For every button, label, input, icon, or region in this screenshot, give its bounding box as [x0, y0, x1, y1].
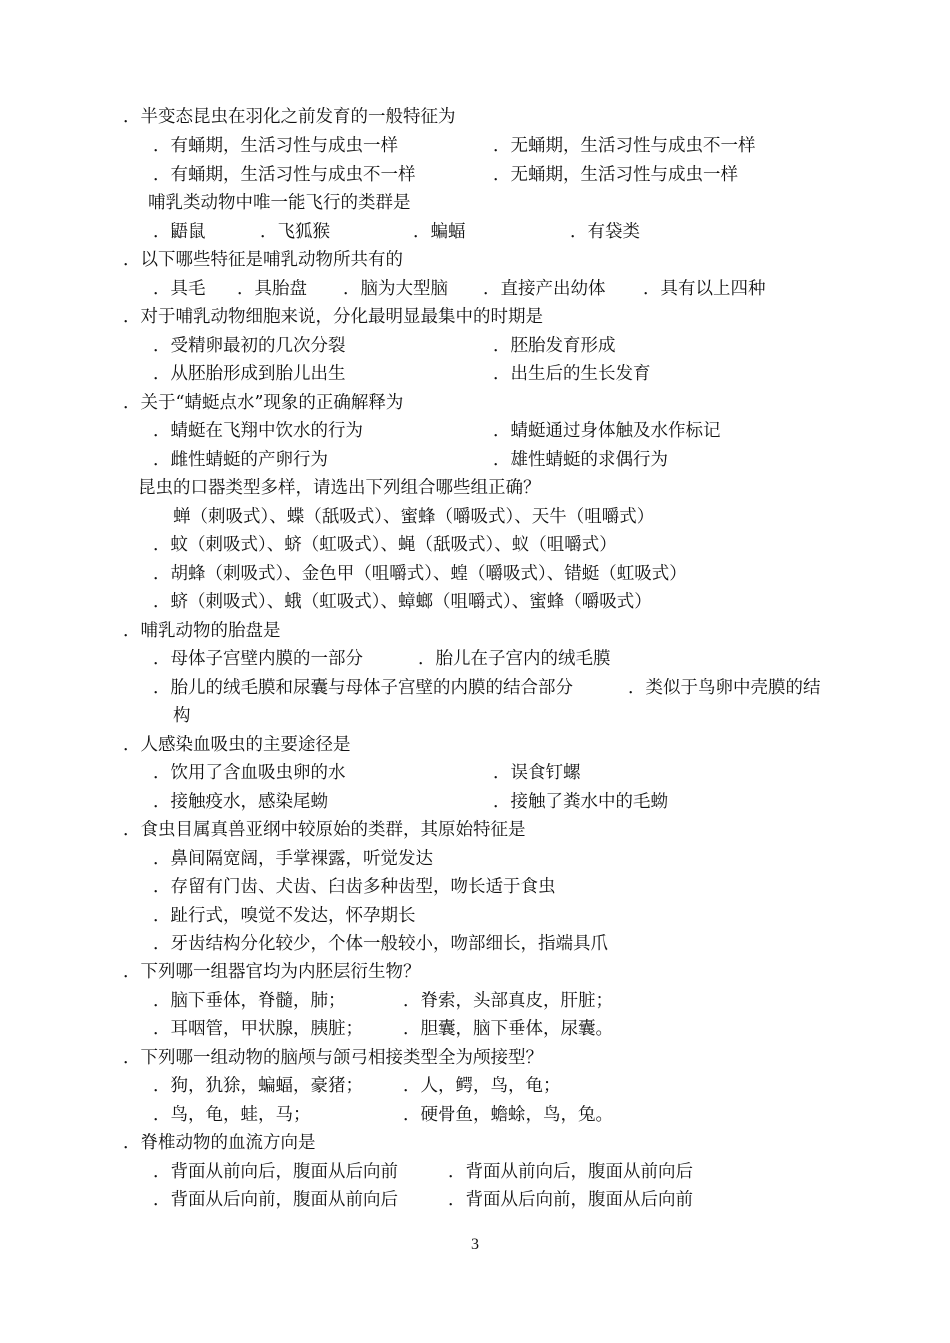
option: ．具胎盘: [237, 279, 307, 299]
option: ．雌性蜻蜓的产卵行为: [153, 450, 328, 470]
option: ．胆囊，脑下垂体，尿囊。: [403, 1019, 613, 1039]
option: ．蜻蜓通过身体触及水作标记: [493, 421, 721, 441]
option: ．具有以上四种: [643, 279, 766, 299]
option: ．人，鳄，鸟，龟；: [403, 1076, 561, 1096]
option: ．母体子宫壁内膜的一部分: [153, 649, 363, 669]
option: ．受精卵最初的几次分裂: [153, 336, 346, 356]
option: ．类似于鸟卵中壳膜的结: [628, 678, 821, 698]
document-page: ．半变态昆虫在羽化之前发育的一般特征为 ．有蛹期，生活习性与成虫一样 ．无蛹期，生活习性与成虫不一样 ．有蛹期，生活习性与成虫不一样 ．无蛹期，生活习性与成虫一样 哺乳类动物中唯一能飞行的类群是 ．鼯鼠 ．飞狐猴 ．蝙蝠 ．有袋类 ．以下哪些特征是哺乳动物所共有的 ．具毛 ．具胎盘 ．脑为大型脑 ．直接产出幼体 ．具有以上四种 ．对于哺乳动物细胞来说，分化最明显最集中的时期是 ．受精卵最初的几次分裂 ．胚胎发育形成 ．从胚胎形成到胎儿出生 ．出生后的生长发育 ．关于“蜻蜓点水”现象的正确解释为 ．蜻蜓在飞翔中饮水的行为 ．蜻蜓通过身体触及水作标记 ．雌性蜻蜓的产卵行为 ．雄性蜻蜓的求偶行为 昆虫的口器类型多样，请选出下列组合哪些组正确？ 蝉（刺吸式）、蝶（舐吸式）、蜜蜂（嚼吸式）、天牛（咀嚼式） ．蚊（刺吸式）、蛴（虹吸式）、蝇（舐吸式）、蚁（咀嚼式） ．胡蜂（刺吸式）、金色甲（咀嚼式）、蝗（嚼吸式）、错蜓（虹吸式） ．蛴（刺吸式）、蛾（虹吸式）、蟑螂（咀嚼式）、蜜蜂（嚼吸式） ．哺乳动物的胎盘是 ．母体子宫壁内膜的一部分 ．胎儿在子宫内的绒毛膜 ．胎儿的绒毛膜和尿囊与母体子宫壁的内膜的结合部分 ．类似于鸟卵中壳膜的结 构 ．人感染血吸虫的主要途径是 ．饮用了含血吸虫卵的水 ．误食钉螺 ．接触疫水，感染尾蚴 ．接触了粪水中的毛蚴 ．食虫目属真兽亚纲中较原始的类群，其原始特征是 ．鼻间隔宽阔，手掌裸露，听觉发达 ．存留有门齿、犬齿、臼齿多种齿型，吻长适于食虫 ．趾行式，嗅觉不发达，怀孕期长 ．牙齿结构分化较少，个体一般较小，吻部细长，指端具爪 ．下列哪一组器官均为内胚层衍生物？ ．脑下垂体，脊髓，肺； ．脊索，头部真皮，肝脏； ．耳咽管，甲状腺，胰脏； ．胆囊，脑下垂体，尿囊。 ．下列哪一组动物的脑颅与颌弓相接类型全为颅接型？ ．狗，犰狳，蝙蝠，豪猪； ．人，鳄，鸟，龟； ．鸟，龟，蛙，马； ．硬骨鱼，蟾蜍，鸟，兔。 ．脊椎动物的血流方向是 ．背面从前向后，腹面从后向前 ．背面从前向后，腹面从前向后 ．背面从后向前，腹面从前向后 ．背面从后向前，腹面从后向前 3: [0, 0, 950, 1343]
option: ．蛴（刺吸式）、蛾（虹吸式）、蟑螂（咀嚼式）、蜜蜂（嚼吸式）: [153, 592, 652, 612]
option: ．背面从后向前，腹面从前向后: [153, 1190, 398, 1210]
option: ．趾行式，嗅觉不发达，怀孕期长: [153, 906, 416, 926]
option: ．飞狐猴: [260, 222, 330, 242]
option: ．误食钉螺: [493, 763, 581, 783]
option: ．接触疫水，感染尾蚴: [153, 792, 328, 812]
option-continuation: 构: [173, 706, 191, 726]
option: ．从胚胎形成到胎儿出生: [153, 364, 346, 384]
option: ．胎儿在子宫内的绒毛膜: [418, 649, 611, 669]
option: ．脊索，头部真皮，肝脏；: [403, 991, 613, 1011]
option: ．具毛: [153, 279, 206, 299]
option: ．鼯鼠: [153, 222, 206, 242]
option: ．背面从前向后，腹面从后向前: [153, 1162, 398, 1182]
option: ．有袋类: [570, 222, 640, 242]
option: ．背面从前向后，腹面从前向后: [448, 1162, 693, 1182]
option: ．胚胎发育形成: [493, 336, 616, 356]
option: ．有蛹期，生活习性与成虫不一样: [153, 165, 416, 185]
option: ．蝙蝠: [413, 222, 466, 242]
option: ．狗，犰狳，蝙蝠，豪猪；: [153, 1076, 363, 1096]
option: ．接触了粪水中的毛蚴: [493, 792, 668, 812]
option: ．鼻间隔宽阔，手掌裸露，听觉发达: [153, 849, 433, 869]
option: ．雄性蜻蜓的求偶行为: [493, 450, 668, 470]
option: ．脑为大型脑: [343, 279, 448, 299]
option: ．背面从后向前，腹面从后向前: [448, 1190, 693, 1210]
option: ．鸟，龟，蛙，马；: [153, 1105, 311, 1125]
option: ．无蛹期，生活习性与成虫不一样: [493, 136, 756, 156]
option: ．硬骨鱼，蟾蜍，鸟，兔。: [403, 1105, 613, 1125]
option: ．直接产出幼体: [483, 279, 606, 299]
option: ．存留有门齿、犬齿、臼齿多种齿型，吻长适于食虫: [153, 877, 556, 897]
option: ．耳咽管，甲状腺，胰脏；: [153, 1019, 363, 1039]
option: ．饮用了含血吸虫卵的水: [153, 763, 346, 783]
option: ．蜻蜓在飞翔中饮水的行为: [153, 421, 363, 441]
option: ．牙齿结构分化较少，个体一般较小，吻部细长，指端具爪: [153, 934, 608, 954]
page-number: 3: [471, 1236, 479, 1253]
option: ．有蛹期，生活习性与成虫一样: [153, 136, 398, 156]
option: ．蚊（刺吸式）、蛴（虹吸式）、蝇（舐吸式）、蚁（咀嚼式）: [153, 535, 617, 555]
option: ．无蛹期，生活习性与成虫一样: [493, 165, 738, 185]
option: ．胎儿的绒毛膜和尿囊与母体子宫壁的内膜的结合部分: [153, 678, 573, 698]
option: ．胡蜂（刺吸式）、金色甲（咀嚼式）、蝗（嚼吸式）、错蜓（虹吸式）: [153, 564, 687, 584]
option: ．脑下垂体，脊髓，肺；: [153, 991, 346, 1011]
option: ．出生后的生长发育: [493, 364, 651, 384]
option: 蝉（刺吸式）、蝶（舐吸式）、蜜蜂（嚼吸式）、天牛（咀嚼式）: [173, 507, 655, 527]
